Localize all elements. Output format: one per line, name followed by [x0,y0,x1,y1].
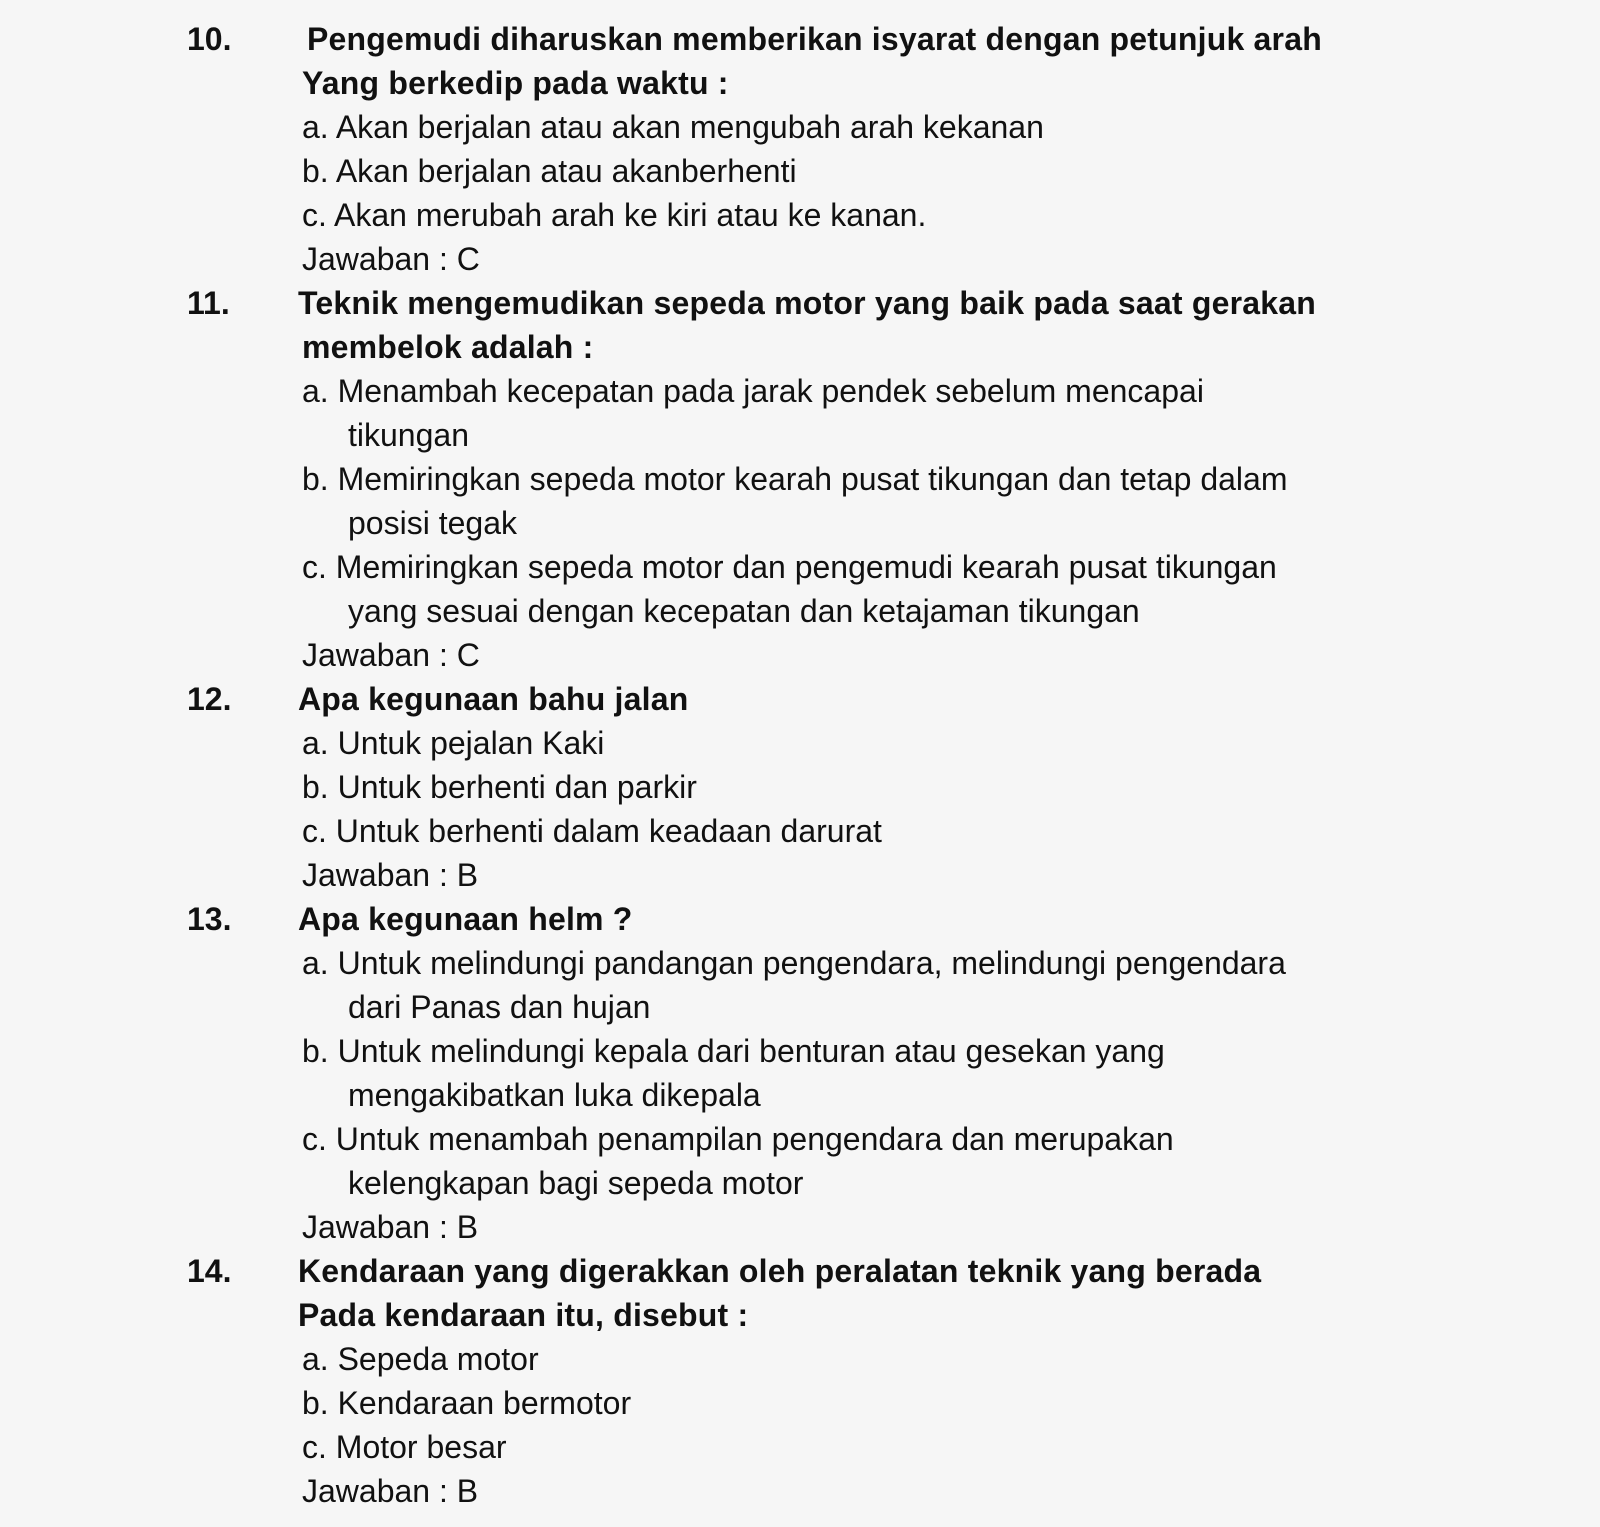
question-text: Pengemudi diharuskan memberikan isyarat dengan petunjuk arah [307,21,1322,57]
question-number: 10. [187,21,232,57]
option-a: a. Sepeda motor [302,1341,539,1377]
option-b: b. Untuk melindungi kepala dari benturan atau gesekan yang [302,1033,1165,1069]
answer-text: Jawaban : B [302,857,479,893]
option-b: b. Memiringkan sepeda motor kearah pusat tikungan dan tetap dalam [302,461,1288,497]
answer-text: Jawaban : C [302,241,480,277]
question-text: Apa kegunaan bahu jalan [298,681,689,717]
option-a: a. Untuk melindungi pandangan pengendara, melindungi pengendara [302,945,1286,981]
option-c: c. Akan merubah arah ke kiri atau ke kanan. [302,197,927,233]
option-a: a. Untuk pejalan Kaki [302,725,605,761]
option-c-continuation: kelengkapan bagi sepeda motor [348,1165,804,1201]
option-b: b. Akan berjalan atau akanberhenti [302,153,797,189]
option-c: c. Memiringkan sepeda motor dan pengemudi kearah pusat tikungan [302,549,1277,585]
option-c: c. Motor besar [302,1429,507,1465]
question-text: Teknik mengemudikan sepeda motor yang baik pada saat gerakan [298,285,1316,321]
question-text: Apa kegunaan helm ? [298,901,633,937]
option-c: c. Untuk berhenti dalam keadaan darurat [302,813,882,849]
option-b-continuation: posisi tegak [348,505,517,541]
question-number: 14. [187,1253,232,1289]
option-a-continuation: tikungan [348,417,469,453]
answer-text: Jawaban : B [302,1473,479,1509]
answer-text: Jawaban : C [302,637,480,673]
answer-text: Jawaban : B [302,1209,479,1245]
question-number: 13. [187,901,232,937]
option-b: b. Kendaraan bermotor [302,1385,632,1421]
option-a: a. Menambah kecepatan pada jarak pendek sebelum mencapai [302,373,1204,409]
question-number: 12. [187,681,232,717]
question-number: 11. [187,285,230,321]
question-text: Kendaraan yang digerakkan oleh peralatan teknik yang berada [298,1253,1262,1289]
option-b: b. Untuk berhenti dan parkir [302,769,697,805]
question-text: Yang berkedip pada waktu : [302,65,729,101]
question-text: membelok adalah : [302,329,594,365]
option-c-continuation: yang sesuai dengan kecepatan dan ketajaman tikungan [348,593,1140,629]
option-a: a. Akan berjalan atau akan mengubah arah kekanan [302,109,1044,145]
option-c: c. Untuk menambah penampilan pengendara dan merupakan [302,1121,1174,1157]
question-text: Pada kendaraan itu, disebut : [298,1297,749,1333]
option-b-continuation: mengakibatkan luka dikepala [348,1077,761,1113]
option-a-continuation: dari Panas dan hujan [348,989,651,1025]
